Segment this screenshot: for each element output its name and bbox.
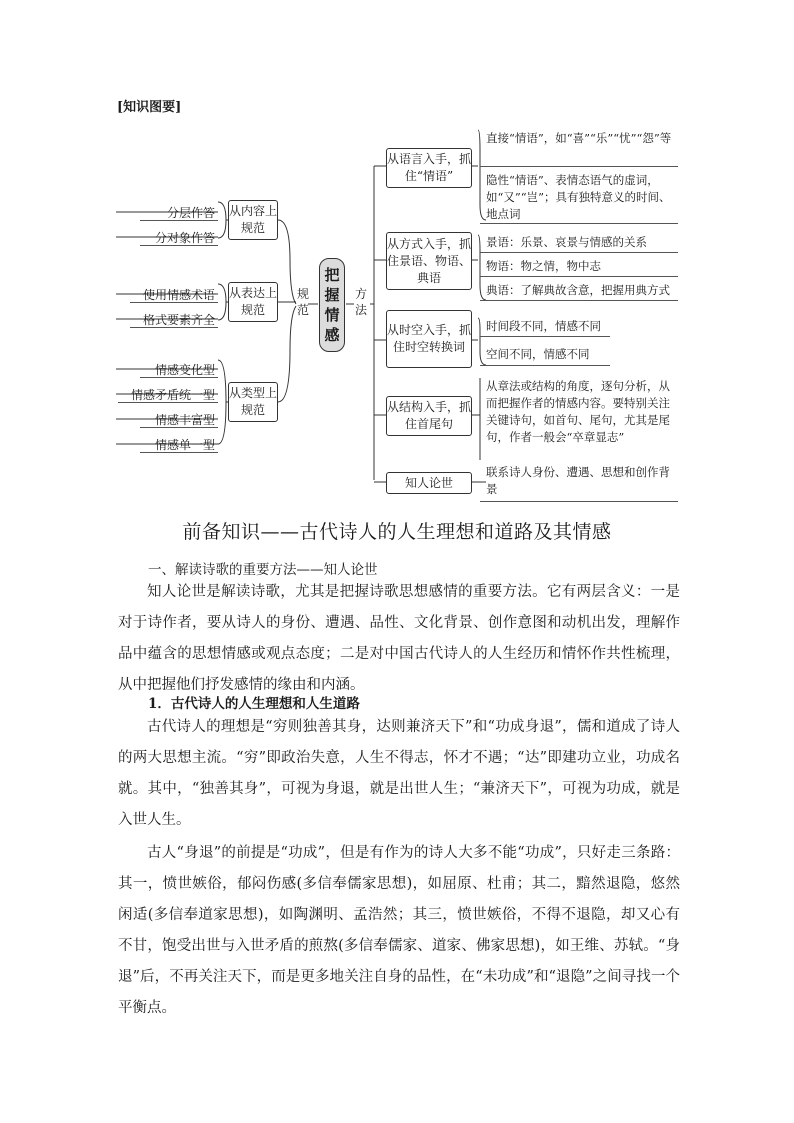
right-leaf: 空间不同，情感不同 (486, 347, 590, 361)
leaf-underline (140, 377, 218, 378)
article-title: 前备知识——古代诗人的人生理想和道路及其情感 (182, 521, 612, 543)
method-box-manner: 从方式入手，抓住景语、物语、典语 (386, 232, 472, 290)
leaf-underline (140, 452, 218, 453)
mind-map (110, 120, 690, 515)
paragraph-1: 知人论世是解读诗歌，尤其是把握诗歌思想感情的重要方法。它有两层含义：一是对于诗作者，要从诗人的身份、遭遇、品性、文化背景、创作意图和动机出发，理解作品中蕴含的思想情感或观点态度；二是对中国古代诗人的人生经历和情怀作共性梳理，从中把握他们抒发感情的缘由和内涵。 (118, 584, 680, 693)
branch-label-left: 规 范 (296, 287, 309, 317)
leaf-underline (130, 327, 218, 328)
leaf-underline (140, 220, 218, 221)
right-leaf: 直接“情语”，如“喜”“乐”“忧”“怨”等 (486, 131, 672, 145)
paragraph-2: 古代诗人的理想是“穷则独善其身，达则兼济天下”和“功成身退”，儒和道成了诗人的两大思想主流。“穷”即政治失意，人生不得志，怀才不遇；“达”即建功立业，功成名就。其中，“独善其身”，可视为身退，就是出世人生；“兼济天下”，可视为功成，就是入世人生。 (118, 719, 680, 828)
left-leaf: 情感单一型 (154, 438, 215, 452)
method-box-structure: 从结构入手，抓住首尾句 (386, 396, 472, 436)
left-leaf: 分对象作答 (154, 231, 215, 245)
right-leaf: 物语：物之情，物中志 (486, 259, 601, 273)
section-label: [知识图要] (117, 100, 182, 115)
left-leaf: 情感变化型 (154, 363, 215, 377)
method-box-spacetime: 从时空入手，抓住时空转换词 (386, 310, 472, 368)
right-leaf: 景语：乐景、哀景与情感的关系 (486, 235, 647, 249)
heading-2: 1．古代诗人的人生理想和人生道路 (148, 696, 360, 712)
leaf-underline (480, 300, 678, 301)
branch-label-right: 方 法 (354, 287, 367, 317)
leaf-underline (480, 166, 678, 167)
center-node: 把 握 情 感 (319, 258, 345, 352)
leaf-underline (480, 336, 610, 337)
right-leaf: 联系诗人身份、遭遇、思想和创作背景 (486, 465, 670, 496)
left-leaf: 情感矛盾统一型 (130, 388, 215, 402)
right-leaf: 典语：了解典故含意，把握用典方式 (486, 283, 670, 297)
leaf-underline (480, 252, 678, 253)
right-leaf: 从章法或结构的角度，逐句分析，从而把握作者的情感内容。要特别关注关键诗句，如首句、尾句，尤其是尾句，作者一般会“卒章显志” (486, 379, 670, 444)
leaf-underline (130, 302, 218, 303)
leaf-underline (140, 245, 218, 246)
left-leaf: 使用情感术语 (142, 288, 215, 302)
leaf-underline (140, 427, 218, 428)
heading-1: 一、解读诗歌的重要方法——知人论世 (148, 562, 378, 578)
method-box-context: 知人论世 (386, 472, 472, 494)
group-box-expression: 从表达上规范 (228, 282, 278, 322)
leaf-underline (480, 223, 678, 224)
leaf-underline (480, 276, 678, 277)
right-leaf: 隐性“情语”、表情态语气的虚词，如“又”“岂”；具有独特意义的时间、地点词 (486, 173, 671, 221)
paragraph-3: 古人“身退”的前提是“功成”，但是有作为的诗人大多不能“功成”，只好走三条路：其一，愤世嫉俗，郁闷伤感(多信奉儒家思想)，如屈原、杜甫；其二，黯然退隐，悠然闲适(多信奉道家思想)，如陶渊明、孟浩然；其三，愤世嫉俗，不得不退隐，却又心有不甘，饱受出世与入世矛盾的煎熬(多信奉儒家、道家、佛家思想)，如王维、苏轼。“身退”后，不再关注天下，而是更多地关注自身的品性，在“未功成”和“退隐”之间寻找一个平衡点。 (118, 845, 680, 1016)
left-leaf: 格式要素齐全 (142, 313, 215, 327)
group-box-content: 从内容上规范 (228, 200, 278, 240)
left-leaf: 情感丰富型 (154, 413, 215, 427)
group-box-type: 从类型上规范 (228, 382, 278, 422)
leaf-underline (480, 501, 678, 502)
leaf-underline (480, 365, 610, 366)
left-leaf: 分层作答 (166, 206, 215, 220)
right-leaf: 时间段不同，情感不同 (486, 319, 601, 333)
leaf-underline (118, 402, 218, 403)
method-box-language: 从语言入手，抓住“情语” (386, 148, 472, 188)
